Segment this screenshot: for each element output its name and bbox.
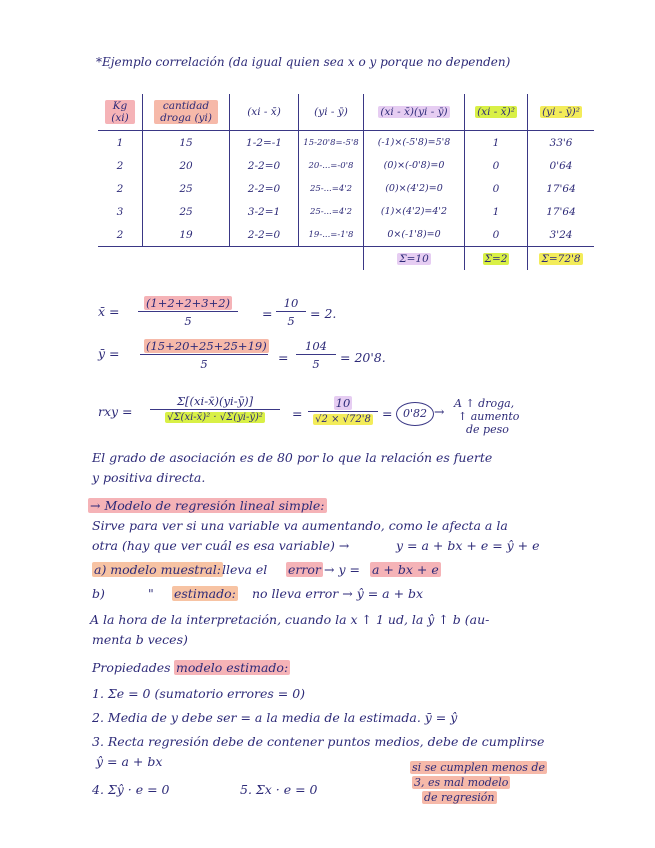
mean-x-result: = 2. (310, 306, 337, 321)
header-cell: (xi - x̄) (230, 94, 299, 131)
rxy-note-1: A ↑ droga, (454, 397, 515, 410)
rxy-fraction: $\frac{\Sigma[(xi-x̄)(yi-ȳ)]}{\text{√Σ(xi-x̄)² · √Σ(yi-ȳ)²}}$ (150, 394, 280, 423)
totals-row: Σ=10 Σ=2 Σ=72'8 (98, 247, 594, 271)
paragraph-line: El grado de asociación es de 80 por lo que la relación es fuerte (92, 450, 493, 465)
mean-y-fraction-2: $\frac{104}{5}$ (296, 339, 336, 371)
property-item: ŷ = a + bx (96, 754, 163, 769)
item-a-text: lleva el (222, 562, 268, 577)
section-title: → Modelo de regresión lineal simple: (90, 498, 325, 513)
arrow-icon: → (434, 404, 445, 419)
property-item: 3. Recta regresión debe de contener puntos medios, debe de cumplirse (92, 734, 545, 749)
mean-y-result: = 20'8. (340, 350, 386, 365)
property-item: 1. Σe = 0 (sumatorio errores = 0) (92, 686, 306, 701)
side-note-line: de regresión (424, 791, 495, 804)
item-b-estimado: estimado: (174, 586, 236, 601)
props-title: modelo estimado: (176, 660, 289, 675)
header-cell: (yi - ȳ)² (528, 94, 595, 131)
mean-x-equals: = (262, 306, 273, 321)
paragraph-line: y positiva directa. (92, 470, 206, 485)
data-table (98, 94, 594, 270)
item-b-ditto: " (148, 586, 154, 601)
item-b-label: b) (92, 586, 105, 601)
paragraph-line: A la hora de la interpretación, cuando la x ↑ 1 ud, la ŷ ↑ b (au- (90, 612, 490, 627)
header-cell: cantidad droga (yi) (143, 94, 230, 131)
rxy-label: rxy = (98, 404, 133, 419)
table-row: 2 20 2-2=0 20-...=-0'8 (0)×(-0'8)=0 0 0'64 (98, 154, 594, 177)
rxy-note-2: ↑ aumento (458, 410, 520, 423)
property-item: 4. Σŷ · e = 0 (92, 782, 170, 797)
side-note-line: si se cumplen menos de (412, 761, 545, 774)
item-b-text: no lleva error → ŷ = a + bx (252, 586, 424, 601)
mean-x-fraction: $\frac{(1+2+2+3+2)}{5}$ (138, 296, 238, 328)
item-a-eq: a + bx + e (372, 562, 439, 577)
page-title: *Ejemplo correlación (da igual quien sea x o y porque no dependen) (96, 55, 511, 69)
item-a-error: error (288, 562, 321, 577)
table-row: 1 15 1-2=-1 15-20'8=-5'8 (-1)×(-5'8)=5'8 1 33'6 (98, 131, 594, 155)
paragraph-line: Sirve para ver si una variable va aumentando, como le afecta a la (92, 518, 508, 533)
table-row: 2 25 2-2=0 25-...=4'2 (0)×(4'2)=0 0 17'64 (98, 177, 594, 200)
mean-x-label: x̄ = (98, 304, 120, 319)
header-cell: Kg (xi) (98, 94, 143, 131)
property-item: 2. Media de y debe ser = a la media de la estimada. ȳ = ŷ (92, 710, 458, 725)
mean-y-fraction: $\frac{(15+20+25+25+19)}{5}$ (140, 339, 268, 371)
regression-equation: y = a + bx + e = ŷ + e (396, 538, 540, 553)
header-cell: (yi - ȳ) (299, 94, 364, 131)
mean-x-fraction-2: $\frac{10}{5}$ (276, 296, 306, 328)
rxy-note-3: de peso (466, 423, 509, 436)
rxy-equals: = (292, 406, 303, 421)
table-row: 3 25 3-2=1 25-...=4'2 (1)×(4'2)=4'2 1 17'64 (98, 200, 594, 223)
item-a-eq-pre: → y = (324, 562, 360, 577)
header-cell: (xi - x̄)² (465, 94, 528, 131)
table-row: 2 19 2-2=0 19-...=-1'8 0×(-1'8)=0 0 3'24 (98, 223, 594, 247)
header-cell: (xi - x̄)(yi - ȳ) (364, 94, 465, 131)
props-label: Propiedades (92, 660, 171, 675)
rxy-equals-2: = (382, 406, 393, 421)
paragraph-line: otra (hay que ver cuál es esa variable) → (92, 538, 350, 553)
paragraph-line: menta b veces) (92, 632, 188, 647)
side-note-line: 3, es mal modelo (414, 776, 509, 789)
mean-y-equals: = (278, 350, 289, 365)
rxy-result: 0'82 (396, 402, 434, 426)
item-a-label: a) modelo muestral: (94, 562, 221, 577)
property-item: 5. Σx · e = 0 (240, 782, 318, 797)
rxy-fraction-2: $\frac{10}{√2 \times √72'8}$ (308, 396, 378, 425)
mean-y-label: ȳ = (98, 346, 120, 361)
